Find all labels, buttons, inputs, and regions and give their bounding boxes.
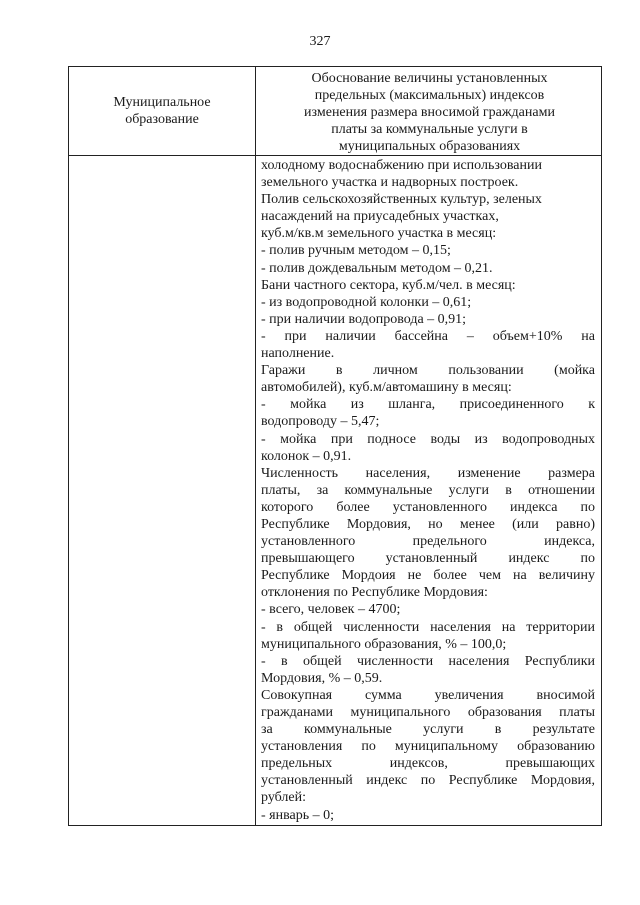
body-text-line: превышающего установленный индекс по (261, 551, 595, 567)
body-text-line: - мойка при подносе воды из водопроводных (261, 431, 595, 447)
body-text-line: - полив дождевальным методом – 0,21. (261, 260, 493, 276)
page-number: 327 (309, 34, 331, 49)
body-text-line: куб.м/кв.м земельного участка в месяц: (261, 226, 497, 242)
body-text-line: холодному водоснабжению при использовании (261, 158, 542, 173)
header-municipality-label: Муниципальное образование (113, 95, 211, 127)
header-justification-label: Обоснование величины установленных предельных (максимальных) индексов изменения размера вносимой гражданами платы за коммунальные услуги в муниципальных образованиях (304, 70, 555, 154)
body-text-line: которого более установленного индекса по (261, 499, 595, 515)
body-cell-justification-text (261, 157, 595, 824)
body-text-line: установления по муниципальному образованию (261, 739, 595, 755)
body-text-line: колонок – 0,91. (261, 448, 352, 464)
body-text-line: платы, за коммунальные услуги в отношении (261, 482, 595, 498)
body-text-line: отклонения по Республике Мордовия: (261, 585, 488, 601)
body-text-line: Мордовия, % – 0,59. (261, 670, 383, 686)
body-text-line: рублей: (261, 790, 306, 806)
body-text-line: - мойка из шланга, присоединенного к (261, 397, 595, 413)
body-text-line: Полив сельскохозяйственных культур, зеленых (261, 192, 542, 208)
body-text-line: водопроводу – 5,47; (261, 414, 380, 430)
column-divider (255, 67, 256, 825)
header-cell-municipality (69, 67, 255, 155)
body-text-line: автомобилей), куб.м/автомашину в месяц: (261, 380, 512, 396)
body-cell-municipality (69, 156, 255, 825)
body-text-line: - при наличии бассейна – объем+10% на (261, 328, 595, 344)
body-text-line: - из водопроводной колонки – 0,61; (261, 294, 472, 310)
body-text-line: - всего, человек – 4700; (261, 602, 401, 618)
body-text-line: муниципального образования, % – 100,0; (261, 636, 507, 652)
body-text-line: за коммунальные услуги в результате (261, 722, 595, 738)
body-text-line: предельных индексов, превышающих (261, 756, 595, 772)
body-text-line: гражданами муниципального образования платы (261, 705, 595, 720)
municipal-index-table (68, 66, 602, 826)
body-text-line: насаждений на приусадебных участках, (261, 209, 499, 225)
header-cell-justification (256, 69, 603, 155)
body-text-line: установленный индекс по Республике Мордовия, (261, 773, 595, 789)
body-text-line: - полив ручным методом – 0,15; (261, 243, 451, 259)
body-text-line: - при наличии водопровода – 0,91; (261, 311, 467, 327)
body-text-line: наполнение. (261, 346, 335, 362)
body-text-line: Гаражи в личном пользовании (мойка (261, 363, 595, 379)
body-text-line: - в общей численности населения Республики (261, 653, 595, 669)
body-text-line: Совокупная сумма увеличения вносимой (261, 687, 595, 703)
body-text-line: - в общей численности населения на территории (261, 619, 595, 635)
body-text-line: Республике Мордовия, но менее (или равно) (261, 516, 595, 532)
body-text-line: земельного участка и надворных построек. (261, 175, 519, 191)
body-text-line: Численность населения, изменение размера (261, 465, 595, 481)
body-text-line: Республике Мордоия не более чем на величину (261, 568, 595, 584)
body-text-line: - январь – 0; (261, 807, 335, 823)
body-text-line: установленного предельного индекса, (261, 534, 595, 550)
body-text-line: Бани частного сектора, куб.м/чел. в месяц: (261, 277, 516, 293)
